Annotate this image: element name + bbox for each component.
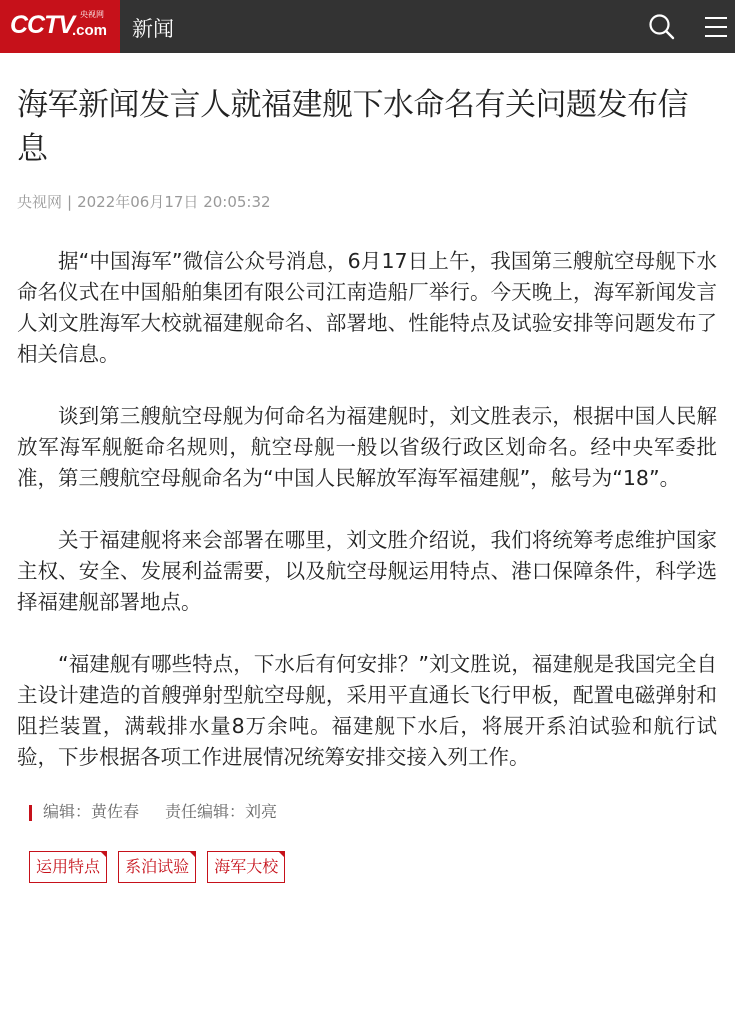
chief-editor-name: 责任编辑：刘亮	[165, 802, 278, 821]
logo-sub-text: 央视网	[80, 10, 104, 19]
article-paragraph: 据“中国海军”微信公众号消息，6月17日上午，我国第三艘航空母舰下水命名仪式在中国船舶集团有限公司江南造船厂举行。今天晚上，海军新闻发言人刘文胜海军大校就福建舰命名、部署地、性能特点及试验安排等问题发布了相关信息。	[17, 249, 717, 366]
tag-item[interactable]: 系泊试验	[118, 851, 196, 883]
tag-item[interactable]: 运用特点	[29, 851, 107, 883]
logo-com-text: .com	[72, 22, 108, 39]
search-button[interactable]	[648, 13, 676, 41]
tag-item[interactable]: 海军大校	[207, 851, 285, 883]
article-timestamp: 2022年06月17日 20:05:32	[77, 193, 271, 211]
logo-main-text: CCTV	[10, 11, 75, 39]
cctv-logo[interactable]	[0, 0, 120, 53]
tag-list	[17, 851, 717, 883]
section-title[interactable]: 新闻	[132, 17, 174, 41]
meta-separator: |	[67, 193, 73, 211]
article-title: 海军新闻发言人就福建舰下水命名有关问题发布信息	[17, 87, 688, 167]
menu-icon	[704, 15, 728, 39]
editor-accent-bar	[29, 805, 32, 821]
menu-button[interactable]	[704, 15, 728, 39]
article-source: 央视网	[17, 193, 63, 211]
editor-info	[17, 801, 717, 823]
article-meta	[17, 191, 717, 212]
article-paragraph: 谈到第三艘航空母舰为何命名为福建舰时，刘文胜表示，根据中国人民解放军海军舰艇命名规则，航空母舰一般以省级行政区划命名。经中央军委批准，第三艘航空母舰命名为“中国人民解放军海军福建舰”，舷号为“18”。	[17, 404, 717, 490]
top-bar	[0, 0, 735, 53]
article-paragraph: “福建舰有哪些特点，下水后有何安排？”刘文胜说，福建舰是我国完全自主设计建造的首艘弹射型航空母舰，采用平直通长飞行甲板，配置电磁弹射和阻拦装置，满载排水量8万余吨。福建舰下水后，将展开系泊试验和航行试验，下步根据各项工作进展情况统筹安排交接入列工作。	[17, 652, 717, 769]
article-paragraph: 关于福建舰将来会部署在哪里，刘文胜介绍说，我们将统筹考虑维护国家主权、安全、发展利益需要，以及航空母舰运用特点、港口保障条件，科学选择福建舰部署地点。	[17, 528, 717, 614]
article	[17, 53, 717, 883]
search-icon	[648, 13, 676, 41]
editor-name: 编辑：黄佐春	[43, 802, 140, 821]
